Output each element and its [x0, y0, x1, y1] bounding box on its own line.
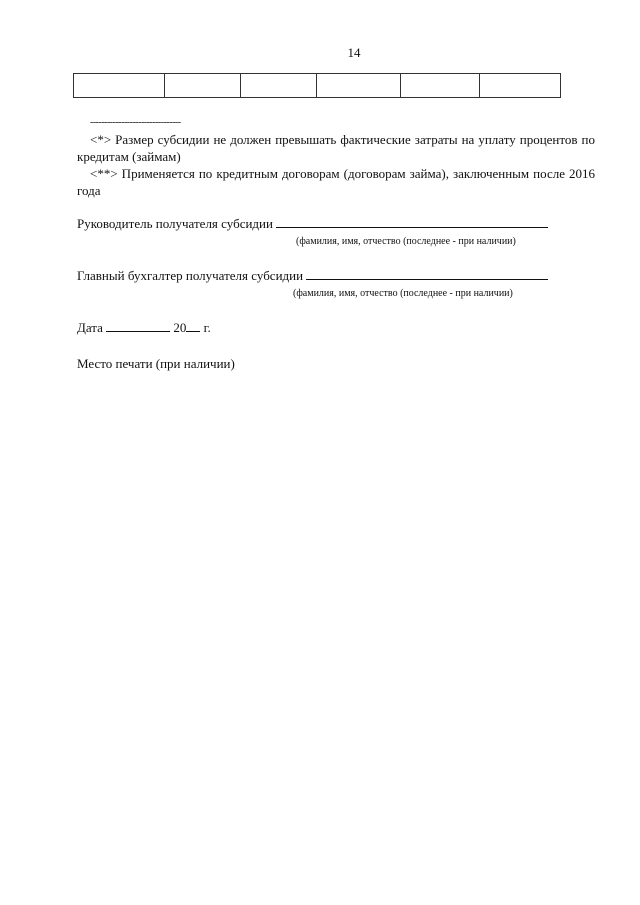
- date-year-line[interactable]: [186, 319, 200, 332]
- table-cell: [241, 74, 317, 98]
- date-day-month-line[interactable]: [106, 319, 170, 332]
- seal-place: Место печати (при наличии): [77, 356, 235, 371]
- table-row: [74, 74, 561, 98]
- table-cell: [74, 74, 165, 98]
- table-cell: [400, 74, 479, 98]
- accountant-signature-line[interactable]: [306, 267, 548, 280]
- page-number: 14: [347, 45, 361, 60]
- footnote-2-text: <**> Применяется по кредитным договорам (договорам займа), заключенным после 2016 года: [77, 166, 595, 198]
- date-year-prefix: 20: [173, 320, 187, 335]
- head-hint: (фамилия, имя, отчество (последнее - при наличии): [296, 236, 516, 247]
- accountant-signature-row: [77, 267, 548, 284]
- data-table: [73, 73, 561, 98]
- footnote-1: [77, 131, 595, 165]
- date-year-suffix: г.: [203, 320, 211, 335]
- table-cell: [479, 74, 560, 98]
- table-cell: [165, 74, 241, 98]
- accountant-label: Главный бухгалтер получателя субсидии: [77, 268, 304, 283]
- date-row: [77, 319, 211, 336]
- head-signature-line[interactable]: [276, 215, 548, 228]
- table-cell: [317, 74, 400, 98]
- accountant-hint: (фамилия, имя, отчество (последнее - при наличии): [293, 288, 513, 299]
- date-label: Дата: [77, 320, 103, 335]
- footnote-2: [77, 165, 595, 199]
- footnote-1-text: <*> Размер субсидии не должен превышать фактические затраты на уплату процентов по кредитам (займам): [77, 132, 595, 164]
- head-label: Руководитель получателя субсидии: [77, 216, 273, 231]
- head-signature-row: [77, 215, 548, 232]
- footnote-separator: --------------------------------: [90, 117, 181, 128]
